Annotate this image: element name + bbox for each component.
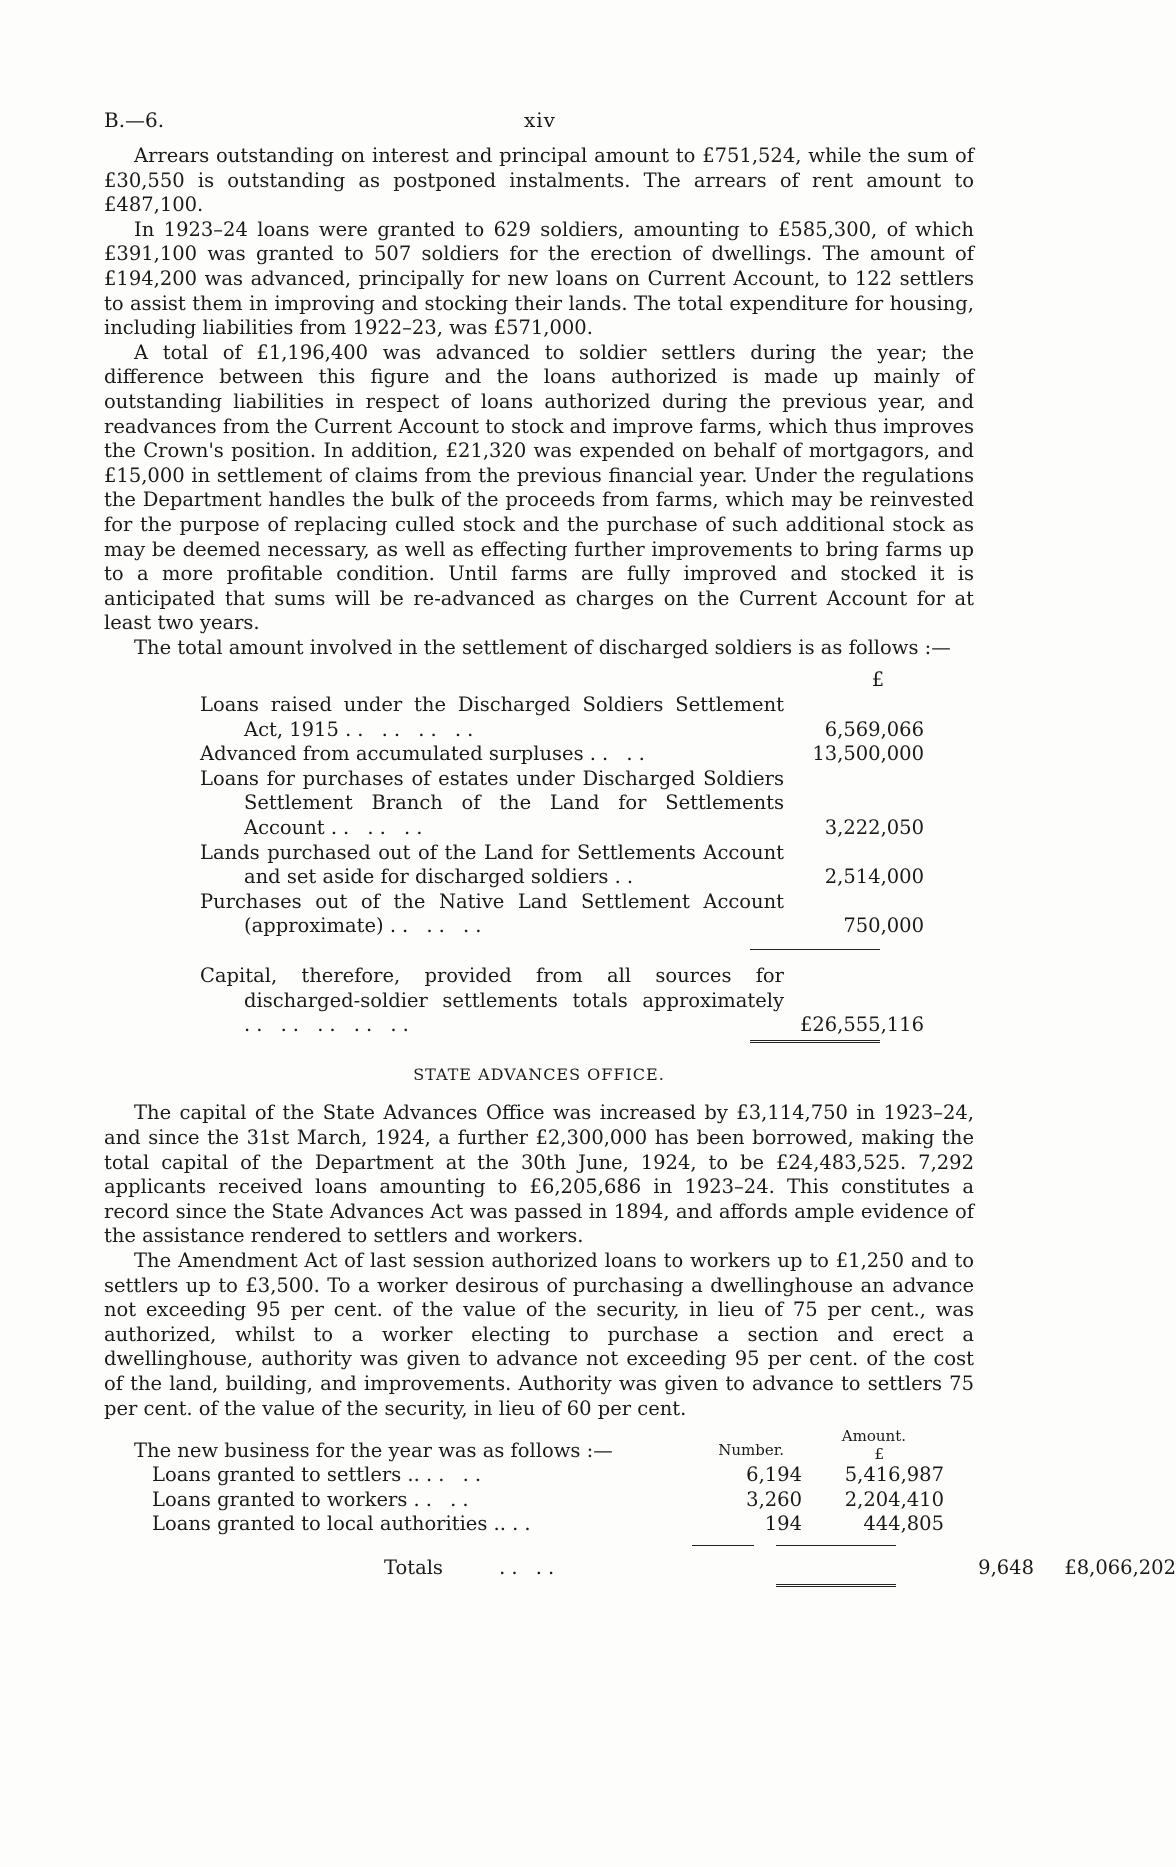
settlement-ledger	[200, 668, 924, 1042]
document-page	[104, 108, 1176, 1587]
ledger-row-label: Purchases out of the Native Land Settlement Account (approximate)	[200, 889, 784, 938]
ledger-row-amount: 6,569,066	[824, 717, 924, 741]
business-totals-number: 9,648	[978, 1555, 1034, 1579]
column-header-number: Number.	[718, 1441, 784, 1460]
new-business-table	[104, 1427, 1176, 1587]
ledger-row-amount: 3,222,050	[824, 816, 924, 840]
ledger-row-leader: .. .. ..	[389, 914, 488, 938]
ledger-row-leader: .. .. .. ..	[345, 717, 480, 741]
business-row	[104, 1488, 974, 1513]
ledger-row	[200, 766, 924, 841]
ledger-currency-head-row	[200, 668, 885, 693]
business-row-amount: 444,805	[863, 1512, 944, 1536]
ledger-row-amount: 2,514,000	[824, 865, 924, 889]
ledger-row-label: Loans for purchases of estates under Discharged Soldiers Settlement Branch of the Land for Settlements Account	[200, 766, 784, 840]
ledger-row	[200, 693, 924, 742]
ledger-currency-head: £	[871, 668, 885, 692]
page-header	[104, 108, 974, 144]
business-header-row	[104, 1427, 974, 1463]
business-totals-leader: .. ..	[499, 1555, 561, 1579]
ledger-total-amount: £26,555,116	[799, 1013, 924, 1037]
business-row-amount: 2,204,410	[844, 1487, 944, 1511]
page-number: xiv	[524, 108, 556, 132]
column-header-amount-label: Amount.	[841, 1427, 906, 1446]
ledger-row-amount: 750,000	[843, 914, 924, 938]
amount-sum-rule	[776, 1545, 896, 1546]
business-totals-amount: £8,066,202	[1064, 1555, 1176, 1579]
business-row-number: 3,260	[746, 1487, 802, 1511]
totals-double-rule	[776, 1584, 896, 1587]
paragraph-amendment-act: The Amendment Act of last session authorized loans to workers up to £1,250 and to settlers up to £3,500. To a worker desirous of purchasing a dwellinghouse an advance not exceeding 95 per cent. of the value of the security, in lieu of 75 per cent., was authorized, whilst to a worker electing to purchase a section and erect a dwellinghouse, authority was given to advance not exceeding 95 per cent. of the cost of the land, building, and improvements. Authority was given to advance to settlers 75 per cent. of the value of the security, in lieu of 60 per cent.	[104, 1248, 974, 1420]
business-row-number: 194	[764, 1512, 802, 1536]
business-row	[104, 1463, 974, 1488]
business-intro: The new business for the year was as follows :—	[134, 1438, 613, 1462]
document-reference: B.—6.	[104, 108, 165, 132]
business-totals-row	[104, 1555, 1176, 1581]
ledger-total-row	[200, 964, 924, 1038]
business-sum-rules	[104, 1545, 974, 1546]
business-row-label: Loans granted to settlers ..	[152, 1463, 420, 1487]
business-row-label: Loans granted to local authorities ..	[152, 1512, 506, 1536]
paragraph-loans-1923: In 1923–24 loans were granted to 629 soldiers, amounting to £585,300, of which £391,100 was granted to 507 soldiers for the erection of dwellings. The amount of £194,200 was advanced, principally for new loans on Current Account, to 122 settlers to assist them in improving and stocking their lands. The total expenditure for housing, including liabilities from 1922–23, was £571,000.	[104, 217, 974, 340]
ledger-total-leader: .. .. .. .. ..	[244, 1013, 415, 1037]
business-totals-label: Totals	[384, 1555, 443, 1579]
business-row	[104, 1512, 974, 1537]
business-row-label: Loans granted to workers	[152, 1487, 408, 1511]
ledger-row-label: Lands purchased out of the Land for Settlements Account and set aside for discharged soldiers	[200, 840, 784, 889]
ledger-row-leader: .. ..	[589, 742, 651, 766]
business-row-amount: 5,416,987	[844, 1463, 944, 1487]
ledger-sum-rule	[750, 949, 880, 950]
paragraph-settlement-intro: The total amount involved in the settlement of discharged soldiers is as follows :—	[134, 635, 951, 659]
ledger-row-label: Advanced from accumulated surpluses	[200, 742, 584, 766]
ledger-total-double-rule	[750, 1040, 880, 1043]
ledger-row-label: Loans raised under the Discharged Soldiers Settlement Act, 1915	[200, 693, 784, 741]
section-heading-state-advances: STATE ADVANCES OFFICE.	[413, 1064, 665, 1084]
number-sum-rule	[692, 1545, 754, 1546]
column-header-amount	[784, 1427, 926, 1463]
ledger-total-label: Capital, therefore, provided from all sources for discharged-soldier settlements totals approximately	[200, 964, 784, 1012]
column-header-amount-unit: £	[874, 1445, 884, 1464]
business-row-leader: ..	[512, 1512, 537, 1536]
ledger-row	[200, 742, 924, 767]
paragraph-state-advances-capital: The capital of the State Advances Office was increased by £3,114,750 in 1923–24, and since the 31st March, 1924, a further £2,300,000 has been borrowed, making the total capital of the Department at the 30th June, 1924, to be £24,483,525. 7,292 applicants received loans amounting to £6,205,686 in 1923–24. This constitutes a record since the State Advances Act was passed in 1894, and affords ample evidence of the assistance rendered to settlers and workers.	[104, 1101, 974, 1248]
ledger-row-amount: 13,500,000	[812, 742, 924, 766]
ledger-row	[200, 889, 924, 939]
business-row-leader: .. ..	[413, 1487, 475, 1511]
ledger-row-leader: .. .. ..	[330, 816, 429, 840]
business-row-leader: .. ..	[426, 1463, 488, 1487]
ledger-row	[200, 840, 924, 890]
business-double-rule-row	[104, 1584, 974, 1587]
paragraph-arrears: Arrears outstanding on interest and principal amount to £751,524, while the sum of £30,550 is outstanding as postponed instalments. The arrears of rent amount to £487,100.	[104, 144, 974, 217]
business-row-number: 6,194	[746, 1463, 802, 1487]
paragraph-advances-total: A total of £1,196,400 was advanced to soldier settlers during the year; the difference between this figure and the loans authorized is made up mainly of outstanding liabilities in respect of loans authorized during the previous year, and readvances from the Current Account to stock and improve farms, which thus improves the Crown's position. In addition, £21,320 was expended on behalf of mortgagors, and £15,000 in settlement of claims from the previous financial year. Under the regulations the Department handles the bulk of the proceeds from farms, which may be reinvested for the purpose of replacing culled stock and the purchase of such additional stock as may be deemed necessary, as well as effecting further improvements to bring farms up to a more profitable condition. Until farms are fully improved and stocked it is anticipated that sums will be re-advanced as charges on the Current Account for at least two years.	[104, 340, 974, 635]
ledger-row-leader: ..	[614, 865, 640, 889]
